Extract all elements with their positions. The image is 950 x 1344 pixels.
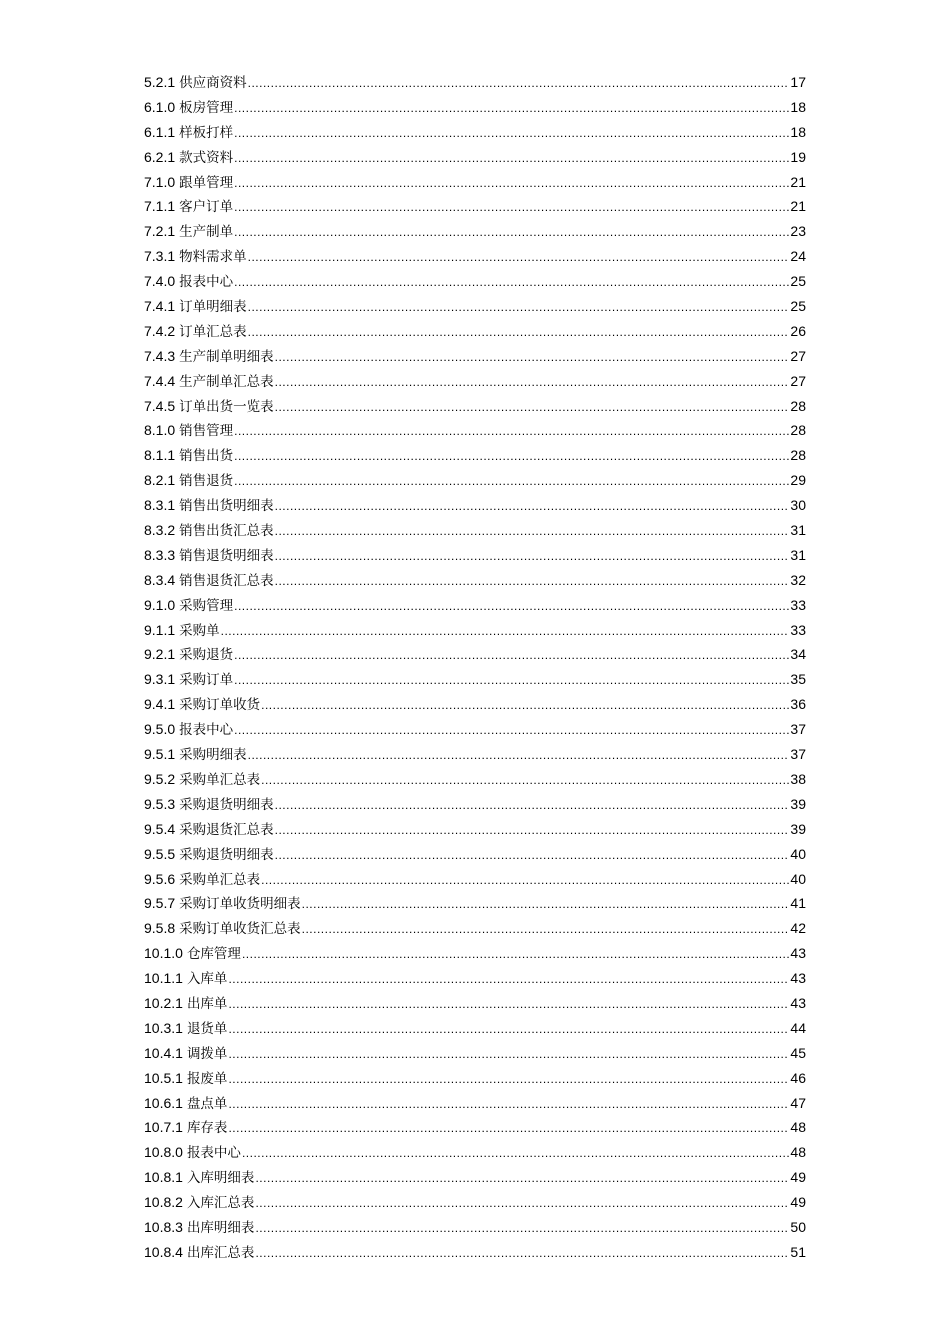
toc-entry-title: 订单汇总表: [179, 323, 247, 340]
toc-entry-title: 物料需求单: [179, 249, 247, 266]
toc-dot-leader: [234, 171, 789, 196]
toc-dot-leader: [234, 668, 789, 693]
toc-entry[interactable]: [144, 543, 806, 568]
toc-dot-leader: [234, 469, 789, 494]
toc-dot-leader: [228, 1092, 789, 1117]
toc-entry-title: 报表中心: [179, 722, 234, 739]
toc-entry-title: 销售出货明细表: [179, 498, 274, 515]
toc-entry-number: 9.1.0: [144, 596, 176, 613]
toc-entry-number: 7.3.1: [144, 248, 176, 265]
toc-entry-title: 报废单: [186, 1070, 228, 1087]
toc-entry[interactable]: [144, 170, 806, 195]
toc-entry-title: 库存表: [186, 1120, 228, 1137]
toc-entry-title: 采购订单: [179, 672, 234, 689]
toc-entry[interactable]: [144, 418, 806, 443]
toc-entry-number: 9.5.8: [144, 920, 176, 937]
toc-entry-page-number: 33: [790, 596, 806, 613]
toc-entry-number: 9.5.0: [144, 721, 176, 738]
toc-entry[interactable]: [144, 817, 806, 842]
toc-entry-number: 10.8.2: [144, 1194, 183, 1211]
toc-entry-number: 7.4.5: [144, 397, 176, 414]
toc-entry-page-number: 45: [790, 1044, 806, 1061]
toc-entry-number: 10.8.3: [144, 1218, 183, 1235]
toc-entry[interactable]: [144, 70, 806, 95]
toc-entry-page-number: 49: [790, 1194, 806, 1211]
toc-entry-number: 5.2.1: [144, 74, 176, 90]
toc-entry[interactable]: [144, 767, 806, 792]
toc-entry-number: 10.8.0: [144, 1144, 183, 1161]
toc-entry[interactable]: [144, 842, 806, 867]
toc-entry-page-number: 37: [790, 746, 806, 763]
toc-dot-leader: [234, 444, 789, 469]
toc-entry-title: 跟单管理: [179, 174, 234, 191]
toc-entry-page-number: 28: [790, 447, 806, 464]
toc-entry-title: 采购明细表: [179, 747, 247, 764]
toc-entry-page-number: 27: [790, 372, 806, 389]
toc-entry[interactable]: [144, 1066, 806, 1091]
toc-entry-title: 仓库管理: [186, 946, 241, 963]
toc-entry[interactable]: [144, 867, 806, 892]
toc-entry[interactable]: [144, 1091, 806, 1116]
toc-entry-number: 8.2.1: [144, 472, 176, 489]
toc-entry-page-number: 41: [790, 895, 806, 912]
toc-dot-leader: [248, 743, 790, 768]
toc-dot-leader: [275, 370, 790, 395]
toc-entry-number: 9.5.3: [144, 795, 176, 812]
toc-entry-number: 9.5.4: [144, 820, 176, 837]
toc-entry-page-number: 40: [790, 870, 806, 887]
toc-entry[interactable]: [144, 692, 806, 717]
toc-entry-title: 订单出货一览表: [179, 398, 274, 415]
toc-entry-title: 调拨单: [186, 1045, 228, 1062]
toc-entry-page-number: 32: [790, 571, 806, 588]
toc-entry-page-number: 36: [790, 696, 806, 713]
toc-entry-title: 采购订单收货汇总表: [179, 921, 301, 938]
toc-entry-title: 供应商资料: [179, 75, 247, 91]
toc-entry-title: 采购单: [179, 622, 220, 639]
toc-dot-leader: [255, 1191, 789, 1216]
toc-entry-number: 7.2.1: [144, 223, 176, 240]
toc-entry-page-number: 40: [790, 845, 806, 862]
toc-entry-page-number: 23: [790, 223, 806, 240]
toc-entry[interactable]: [144, 344, 806, 369]
toc-entry-number: 7.4.2: [144, 322, 176, 339]
toc-entry-number: 9.2.1: [144, 646, 176, 663]
toc-entry-title: 退货单: [186, 1020, 228, 1037]
toc-entry[interactable]: [144, 1016, 806, 1041]
toc-entry-title: 订单明细表: [179, 299, 247, 316]
toc-dot-leader: [234, 121, 789, 146]
toc-entry[interactable]: [144, 518, 806, 543]
toc-dot-leader: [228, 1042, 789, 1067]
toc-entry-page-number: 31: [790, 522, 806, 539]
toc-entry[interactable]: [144, 369, 806, 394]
toc-dot-leader: [261, 868, 789, 893]
toc-entry-page-number: 18: [790, 123, 806, 140]
toc-entry-number: 7.1.1: [144, 198, 176, 215]
toc-entry[interactable]: [144, 1190, 806, 1215]
toc-entry[interactable]: [144, 95, 806, 120]
toc-entry-number: 7.4.3: [144, 347, 176, 364]
toc-entry-number: 10.2.1: [144, 994, 183, 1011]
toc-dot-leader: [255, 1216, 789, 1241]
toc-dot-leader: [234, 594, 789, 619]
toc-entry-title: 出库单: [186, 995, 228, 1012]
toc-entry-title: 入库汇总表: [186, 1195, 255, 1212]
toc-dot-leader: [275, 494, 790, 519]
toc-entry[interactable]: [144, 1165, 806, 1190]
toc-entry-page-number: 21: [790, 173, 806, 190]
toc-entry-title: 销售退货汇总表: [179, 572, 274, 589]
toc-entry-page-number: 24: [790, 248, 806, 265]
toc-entry-title: 出库明细表: [186, 1219, 255, 1236]
table-of-contents: [144, 70, 806, 1265]
toc-entry[interactable]: [144, 941, 806, 966]
toc-entry-title: 入库明细表: [186, 1170, 255, 1187]
toc-dot-leader: [275, 395, 790, 420]
toc-dot-leader: [275, 793, 790, 818]
toc-entry-page-number: 31: [790, 546, 806, 563]
toc-dot-leader: [234, 146, 789, 171]
toc-entry-title: 销售出货: [179, 448, 234, 465]
toc-entry-number: 8.3.4: [144, 571, 176, 588]
toc-entry-number: 10.5.1: [144, 1069, 183, 1086]
toc-entry-number: 9.4.1: [144, 696, 176, 713]
toc-entry[interactable]: [144, 593, 806, 618]
toc-entry[interactable]: [144, 792, 806, 817]
toc-entry-page-number: 28: [790, 422, 806, 439]
toc-entry[interactable]: [144, 991, 806, 1016]
toc-entry-page-number: 39: [790, 820, 806, 837]
toc-entry-page-number: 30: [790, 497, 806, 514]
toc-entry-page-number: 47: [790, 1094, 806, 1111]
toc-entry-number: 9.5.6: [144, 870, 176, 887]
toc-entry-number: 9.1.1: [144, 621, 176, 638]
toc-entry-page-number: 28: [790, 397, 806, 414]
toc-entry-title: 出库汇总表: [186, 1244, 255, 1261]
toc-dot-leader: [275, 843, 790, 868]
toc-entry-page-number: 49: [790, 1169, 806, 1186]
toc-entry-page-number: 39: [790, 795, 806, 812]
toc-dot-leader: [234, 270, 789, 295]
toc-entry-page-number: 37: [790, 721, 806, 738]
toc-entry-page-number: 51: [790, 1243, 806, 1260]
toc-entry[interactable]: [144, 717, 806, 742]
toc-entry-number: 8.3.2: [144, 522, 176, 539]
toc-entry-page-number: 25: [790, 273, 806, 290]
toc-entry-number: 6.2.1: [144, 148, 176, 165]
toc-dot-leader: [228, 1017, 789, 1042]
toc-entry-number: 7.4.0: [144, 273, 176, 290]
toc-dot-leader: [234, 96, 789, 121]
toc-entry-title: 生产制单明细表: [179, 348, 274, 365]
toc-entry-number: 10.1.0: [144, 945, 183, 962]
toc-entry-title: 采购退货: [179, 647, 234, 664]
toc-entry-page-number: 26: [790, 322, 806, 339]
toc-entry[interactable]: [144, 742, 806, 767]
toc-entry-page-number: 34: [790, 646, 806, 663]
toc-dot-leader: [234, 195, 789, 220]
toc-entry-number: 8.3.3: [144, 546, 176, 563]
toc-entry-number: 8.1.1: [144, 447, 176, 464]
toc-entry-number: 10.6.1: [144, 1094, 183, 1111]
toc-entry-title: 生产制单: [179, 224, 234, 241]
toc-dot-leader: [275, 569, 790, 594]
toc-entry[interactable]: [144, 244, 806, 269]
toc-dot-leader: [248, 295, 790, 320]
toc-entry-number: 10.8.4: [144, 1243, 183, 1260]
toc-entry-page-number: 33: [790, 621, 806, 638]
toc-entry-page-number: 48: [790, 1144, 806, 1161]
toc-entry-title: 销售退货: [179, 473, 234, 490]
toc-entry[interactable]: [144, 145, 806, 170]
toc-entry-page-number: 42: [790, 920, 806, 937]
toc-entry[interactable]: [144, 219, 806, 244]
toc-entry[interactable]: [144, 319, 806, 344]
toc-dot-leader: [234, 643, 789, 668]
toc-entry-number: 7.4.1: [144, 298, 176, 315]
toc-entry-page-number: 50: [790, 1218, 806, 1235]
toc-dot-leader: [275, 818, 790, 843]
toc-entry-number: 8.3.1: [144, 497, 176, 514]
toc-dot-leader: [261, 768, 789, 793]
toc-entry[interactable]: [144, 891, 806, 916]
toc-entry-title: 采购单汇总表: [179, 771, 261, 788]
toc-entry[interactable]: [144, 194, 806, 219]
toc-dot-leader: [275, 544, 790, 569]
toc-entry-number: 9.5.5: [144, 845, 176, 862]
toc-entry-title: 采购退货明细表: [179, 796, 274, 813]
toc-entry-title: 采购订单收货明细表: [179, 896, 301, 913]
toc-entry-title: 销售管理: [179, 423, 234, 440]
toc-entry[interactable]: [144, 443, 806, 468]
toc-entry-page-number: 21: [790, 198, 806, 215]
toc-dot-leader: [234, 718, 789, 743]
toc-dot-leader: [221, 619, 790, 644]
toc-dot-leader: [255, 1166, 789, 1191]
toc-entry[interactable]: [144, 1041, 806, 1066]
toc-dot-leader: [261, 693, 789, 718]
toc-entry[interactable]: [144, 1140, 806, 1165]
toc-entry[interactable]: [144, 642, 806, 667]
toc-entry-number: 6.1.1: [144, 123, 176, 140]
toc-entry[interactable]: [144, 493, 806, 518]
toc-entry-page-number: 18: [790, 98, 806, 115]
toc-entry-title: 板房管理: [179, 99, 234, 116]
toc-entry-page-number: 17: [790, 74, 806, 90]
toc-entry[interactable]: [144, 568, 806, 593]
toc-entry[interactable]: [144, 120, 806, 145]
toc-entry-number: 10.1.1: [144, 970, 183, 987]
toc-entry-page-number: 29: [790, 472, 806, 489]
toc-entry[interactable]: [144, 468, 806, 493]
toc-dot-leader: [228, 992, 789, 1017]
toc-entry-number: 9.5.7: [144, 895, 176, 912]
toc-entry[interactable]: [144, 618, 806, 643]
toc-entry-number: 9.5.2: [144, 770, 176, 787]
toc-entry[interactable]: [144, 394, 806, 419]
toc-entry-number: 8.1.0: [144, 422, 176, 439]
toc-entry-number: 10.4.1: [144, 1044, 183, 1061]
toc-entry[interactable]: [144, 1115, 806, 1140]
toc-entry-page-number: 43: [790, 945, 806, 962]
toc-entry[interactable]: [144, 269, 806, 294]
toc-dot-leader: [302, 917, 790, 942]
toc-entry-page-number: 48: [790, 1119, 806, 1136]
toc-entry-title: 采购退货汇总表: [179, 821, 274, 838]
toc-dot-leader: [255, 1241, 789, 1266]
toc-entry[interactable]: [144, 667, 806, 692]
toc-entry-number: 7.4.4: [144, 372, 176, 389]
toc-entry-number: 10.3.1: [144, 1019, 183, 1036]
toc-entry-title: 报表中心: [186, 1145, 241, 1162]
toc-entry-title: 采购单汇总表: [179, 871, 261, 888]
toc-entry-number: 10.7.1: [144, 1119, 183, 1136]
toc-entry-page-number: 44: [790, 1019, 806, 1036]
toc-entry-page-number: 46: [790, 1069, 806, 1086]
toc-dot-leader: [242, 1141, 789, 1166]
toc-dot-leader: [228, 967, 789, 992]
toc-entry-title: 销售退货明细表: [179, 547, 274, 564]
toc-entry[interactable]: [144, 916, 806, 941]
toc-dot-leader: [242, 942, 789, 967]
toc-entry[interactable]: [144, 1240, 806, 1265]
toc-entry-title: 盘点单: [186, 1095, 228, 1112]
toc-entry-number: 10.8.1: [144, 1169, 183, 1186]
toc-entry-page-number: 35: [790, 671, 806, 688]
toc-entry-number: 7.1.0: [144, 173, 176, 190]
toc-dot-leader: [302, 892, 790, 917]
toc-entry-title: 采购订单收货: [179, 697, 261, 714]
toc-dot-leader: [248, 245, 790, 270]
toc-entry-title: 报表中心: [179, 274, 234, 291]
toc-entry-title: 生产制单汇总表: [179, 373, 274, 390]
toc-entry-title: 销售出货汇总表: [179, 523, 274, 540]
toc-entry[interactable]: [144, 1215, 806, 1240]
toc-entry-number: 6.1.0: [144, 98, 176, 115]
toc-entry-title: 客户订单: [179, 199, 234, 216]
toc-entry-number: 9.3.1: [144, 671, 176, 688]
toc-dot-leader: [248, 71, 790, 96]
toc-entry-page-number: 25: [790, 298, 806, 315]
toc-entry-title: 采购管理: [179, 597, 234, 614]
toc-entry-number: 9.5.1: [144, 746, 176, 763]
toc-entry-page-number: 19: [790, 148, 806, 165]
toc-entry-page-number: 43: [790, 994, 806, 1011]
toc-entry[interactable]: [144, 294, 806, 319]
toc-entry-page-number: 43: [790, 970, 806, 987]
toc-entry-page-number: 27: [790, 347, 806, 364]
toc-dot-leader: [228, 1067, 789, 1092]
toc-entry-page-number: 38: [790, 770, 806, 787]
toc-dot-leader: [228, 1116, 789, 1141]
toc-entry-title: 采购退货明细表: [179, 846, 274, 863]
toc-entry-title: 入库单: [186, 971, 228, 988]
toc-entry-title: 款式资料: [179, 149, 234, 166]
toc-entry[interactable]: [144, 966, 806, 991]
toc-dot-leader: [275, 345, 790, 370]
toc-dot-leader: [275, 519, 790, 544]
toc-dot-leader: [234, 220, 789, 245]
toc-dot-leader: [248, 320, 790, 345]
toc-entry-title: 样板打样: [179, 124, 234, 141]
toc-dot-leader: [234, 419, 789, 444]
